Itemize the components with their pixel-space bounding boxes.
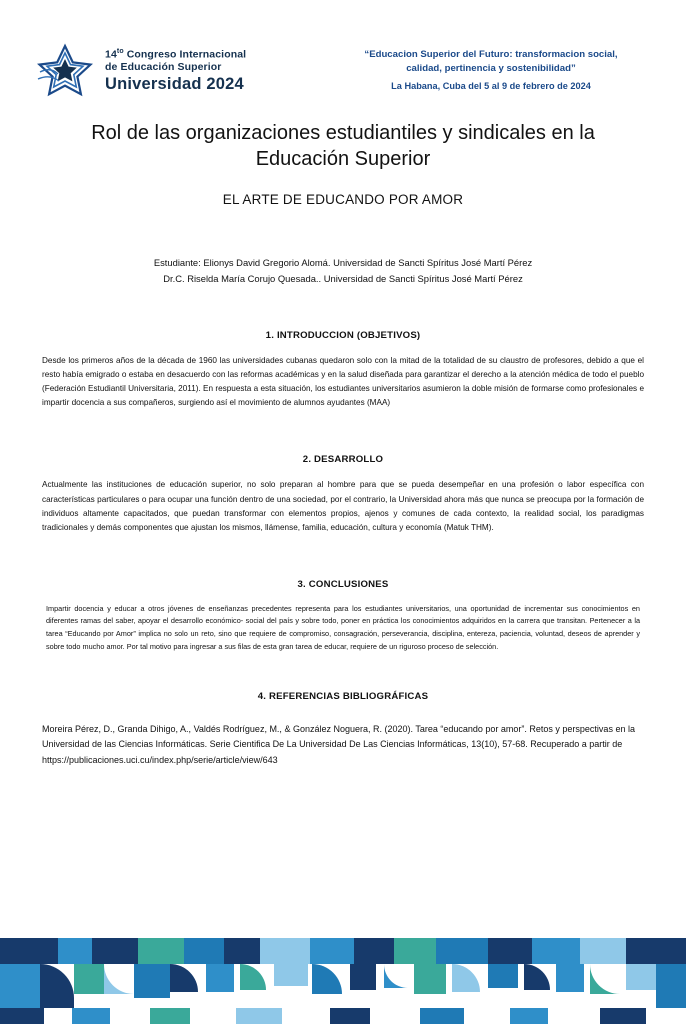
slogan-line-1: “Educacion Superior del Futuro: transformacion social, bbox=[364, 49, 618, 60]
footer-decorative-band bbox=[0, 938, 686, 1024]
page-subtitle: EL ARTE DE EDUCANDO POR AMOR bbox=[222, 192, 464, 207]
logo-ordinal-suffix: to bbox=[116, 47, 124, 55]
section-heading-referencias: 4. REFERENCIAS BIBLIOGRÁFICAS bbox=[257, 691, 429, 703]
slogan-line-2: calidad, pertinencia y sostenibilidad” bbox=[406, 62, 576, 74]
section-body-desarrollo: Actualmente las instituciones de educación superior, no solo preparan al hombre para que se pueda desempeñar en una profesión o labor específica con características particulares o para ocupar una función dentro de una sociedad, por el contrario, la Universidad ahora más que nunca se preocupa por la formación de individuos altamente capacitados, que puedan transformar con elementos propios, ajenos y comunes de cada contexto, la realidad social, los paradigmas tradicionales y demás componentes que ajustan los mismos, llámense, familia, educación, cultura y economía (Matuk THM). bbox=[42, 480, 644, 532]
section-heading-conclusiones: 3. CONCLUSIONES bbox=[297, 578, 389, 590]
section-body-introduccion: Desde los primeros años de la década de 1960 las universidades cubanas quedaron solo con la mitad de la totalidad de su claustro de profesores, debido a que el resto había emigrado o estaba en desacuerdo con las reformas académicas y en la salud diseñada para garantizar el derecho a la atención médica de todo el pueblo (Federación Estudiantil Universitaria, 2011). En respuesta a esta situación, los estudiantes universitarios asumieron la doble misión de formarse como profesionales e impartir docencia a sus compañeros, surgiendo así el movimiento de alumnos ayudantes (MAA) bbox=[42, 356, 644, 408]
logo-line-2: de Educación Superior bbox=[105, 60, 222, 73]
section-body-referencias: Moreira Pérez, D., Granda Dihigo, A., Valdés Rodríguez, M., & González Noguera, R. (2020). Tarea “educando por amor”. Retos y perspectivas en la Universidad de las Ciencias Informáticas. Serie Cientifica De La Universidad De Las Ciencias Informáticas, 13(10), 57-68. Recuperado a partir de https://publicaciones.uci.cu/index.php/serie/article/view/643 bbox=[42, 724, 635, 765]
logo-line-3: Universidad 2024 bbox=[105, 74, 244, 93]
star-logo-icon bbox=[34, 42, 96, 100]
author-line-2: Dr.C. Riselda María Corujo Quesada.. Universidad de Sancti Spíritus José Martí Pérez bbox=[163, 272, 523, 284]
authors-block bbox=[0, 255, 686, 286]
author-line-1: Estudiante: Elionys David Gregorio Alomá. Universidad de Sancti Spíritus José Martí Pérez bbox=[153, 257, 533, 268]
section-heading-introduccion: 1. INTRODUCCION (OBJETIVOS) bbox=[265, 330, 421, 342]
logo-text-block bbox=[105, 48, 246, 95]
congress-slogan bbox=[334, 42, 652, 91]
logo-line-1-rest: Congreso Internacional bbox=[123, 48, 247, 61]
congress-logo bbox=[34, 42, 334, 100]
poster-header bbox=[0, 0, 686, 100]
section-heading-desarrollo: 2. DESARROLLO bbox=[302, 454, 384, 466]
page-title: Rol de las organizaciones estudiantiles y sindicales en la Educación Superior bbox=[91, 122, 595, 170]
poster-content bbox=[0, 330, 686, 768]
event-location-date: La Habana, Cuba del 5 al 9 de febrero de 2024 bbox=[391, 81, 591, 92]
section-body-conclusiones: Impartir docencia y educar a otros jóvenes de enseñanzas precedentes representa para los estudiantes universitarios, una oportunidad de incrementar sus conocimientos en diferentes ramas del saber, apoyar el desarrollo económico- social del país y sobre todo, poner en práctica los conocimientos adquiridos en la carrera que transitan. Pertenecer a la tarea “Educando por Amor” implica no solo un reto, sino que requiere de compromiso, consagración, perseverancia, disciplina, entereza, paciencia, voluntad, deseos de aprender y sobre todo mucho amor. Por tal motivo para ingresar a sus filas de esta gran tarea de educar, requiere de un riguroso proceso de selección. bbox=[46, 603, 640, 651]
logo-line-1 bbox=[105, 48, 246, 61]
logo-number: 14 bbox=[105, 48, 117, 61]
